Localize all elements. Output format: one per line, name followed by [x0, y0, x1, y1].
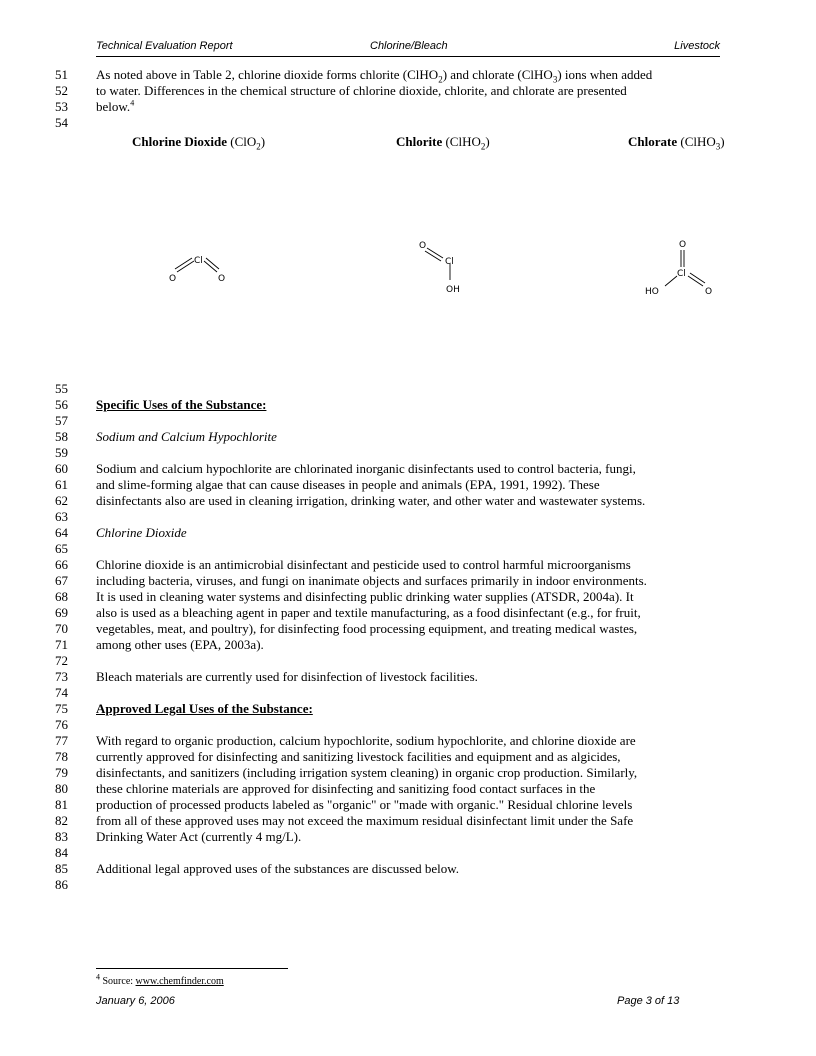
line-number: 85: [55, 861, 68, 876]
atom-o: O: [169, 274, 177, 284]
line-number: 57: [55, 413, 68, 428]
dioxide-para-line: Chlorine dioxide is an antimicrobial disinfectant and pesticide used to control harmful microorganisms: [96, 557, 631, 572]
dioxide-subheading: Chlorine Dioxide: [96, 525, 187, 540]
footnote: $^4$ Source: www.chemfinder.com: [96, 972, 224, 987]
header-report-title: Technical Evaluation Report: [96, 40, 233, 52]
approved-uses-heading: Approved Legal Uses of the Substance:: [96, 701, 313, 716]
atom-cl: Cl: [677, 269, 686, 279]
line-number: 53: [55, 99, 68, 114]
line-number: 51: [55, 67, 68, 82]
footer-date: January 6, 2006: [96, 995, 175, 1007]
line-number: 80: [55, 781, 68, 796]
line-number: 74: [55, 685, 68, 700]
line-number: 55: [55, 381, 68, 396]
chlorite-structure: [415, 238, 465, 296]
line-number: 78: [55, 749, 68, 764]
line-number: 71: [55, 637, 68, 652]
approved-para-line: Drinking Water Act (currently 4 mg/L).: [96, 829, 302, 844]
approved-para-line: disinfectants, and sanitizers (including irrigation system cleaning) in organic crop production. Similarly,: [96, 765, 638, 780]
line-number: 83: [55, 829, 68, 844]
atom-o: O: [679, 240, 687, 250]
line-number: 56: [55, 397, 68, 412]
line-number: 81: [55, 797, 68, 812]
hypochlorite-para-line: and slime-forming algae that can cause diseases in people and animals (EPA, 1991, 1992). These: [96, 477, 600, 492]
line-number: 59: [55, 445, 68, 460]
hypochlorite-para-line: Sodium and calcium hypochlorite are chlorinated inorganic disinfectants used to control bacteria, fungi,: [96, 461, 636, 476]
footnote-rule: [96, 968, 288, 969]
approved-para-line: from all of these approved uses may not exceed the maximum residual disinfectant limit under the Safe: [96, 813, 634, 828]
line-number: 79: [55, 765, 68, 780]
dioxide-para-line: vegetables, meat, and poultry), for disinfecting food processing equipment, and treating medical wastes,: [96, 621, 638, 636]
header-rule: [96, 56, 720, 57]
line-number: 64: [55, 525, 68, 540]
chlorate-structure: [643, 236, 719, 298]
intro-line-2: to water. Differences in the chemical structure of chlorine dioxide, chlorite, and chlorate are presented: [96, 83, 627, 98]
intro-line-3: below.$^4$: [96, 98, 135, 114]
line-number: 65: [55, 541, 68, 556]
approved-para-line: production of processed products labeled as "organic" or "made with organic." Residual chlorine levels: [96, 797, 633, 812]
header-category: Livestock: [674, 40, 720, 52]
chlorine-dioxide-label: Chlorine Dioxide (ClO$_2$): [132, 134, 266, 152]
atom-o: O: [218, 274, 226, 284]
chemfinder-link[interactable]: www.chemfinder.com: [135, 976, 224, 987]
specific-uses-heading: Specific Uses of the Substance:: [96, 397, 267, 412]
line-number: 68: [55, 589, 68, 604]
dioxide-para-line: among other uses (EPA, 2003a).: [96, 637, 264, 652]
atom-oh: OH: [446, 285, 460, 295]
chlorite-label: Chlorite (ClHO$_2$): [396, 134, 490, 152]
line-number: 62: [55, 493, 68, 508]
approved-para-line: currently approved for disinfecting and sanitizing livestock facilities and equipment and as algicides,: [96, 749, 621, 764]
approved-para-line: With regard to organic production, calcium hypochlorite, sodium hypochlorite, and chlorine dioxide are: [96, 733, 636, 748]
atom-cl: Cl: [194, 256, 203, 266]
header-topic: Chlorine/Bleach: [370, 40, 448, 52]
line-number: 76: [55, 717, 68, 732]
line-number: 72: [55, 653, 68, 668]
footer-page-number: Page 3 of 13: [617, 995, 680, 1007]
line-number: 84: [55, 845, 68, 860]
atom-o: O: [705, 287, 713, 297]
footnote-ref[interactable]: 4: [130, 98, 135, 108]
line-number: 70: [55, 621, 68, 636]
line-number: 66: [55, 557, 68, 572]
line-number: 60: [55, 461, 68, 476]
atom-o: O: [419, 241, 427, 251]
line-number: 67: [55, 573, 68, 588]
chlorate-label: Chlorate (ClHO$_3$): [628, 134, 725, 152]
hypochlorite-para-line: disinfectants also are used in cleaning irrigation, drinking water, and other water and wastewater systems.: [96, 493, 646, 508]
hypochlorite-subheading: Sodium and Calcium Hypochlorite: [96, 429, 277, 444]
dioxide-para-line: including bacteria, viruses, and fungi on inanimate objects and surfaces primarily in indoor environments.: [96, 573, 647, 588]
line-number: 52: [55, 83, 68, 98]
line-number: 58: [55, 429, 68, 444]
line-number: 77: [55, 733, 68, 748]
intro-line-1: As noted above in Table 2, chlorine dioxide forms chlorite (ClHO$_2$) and chlorate (ClHO$_3$) ions when added: [96, 67, 653, 85]
line-number: 69: [55, 605, 68, 620]
line-number: 82: [55, 813, 68, 828]
line-number: 75: [55, 701, 68, 716]
line-number: 61: [55, 477, 68, 492]
line-number: 86: [55, 877, 68, 892]
dioxide-para-line: also is used as a bleaching agent in paper and textile manufacturing, as a food disinfectant (e.g., for fruit,: [96, 605, 641, 620]
additional-uses-line: Additional legal approved uses of the substances are discussed below.: [96, 861, 460, 876]
line-number: 73: [55, 669, 68, 684]
line-number: 54: [55, 115, 68, 130]
bleach-line: Bleach materials are currently used for disinfection of livestock facilities.: [96, 669, 478, 684]
approved-para-line: these chlorine materials are approved for disinfecting and sanitizing food contact surfaces in the: [96, 781, 596, 796]
running-header: [96, 40, 720, 56]
atom-ho: HO: [645, 287, 659, 297]
dioxide-para-line: It is used in cleaning water systems and disinfecting public drinking water supplies (ATSDR, 2004a). It: [96, 589, 634, 604]
atom-cl: Cl: [445, 257, 454, 267]
chlorine-dioxide-structure: [165, 248, 230, 284]
line-number: 63: [55, 509, 68, 524]
